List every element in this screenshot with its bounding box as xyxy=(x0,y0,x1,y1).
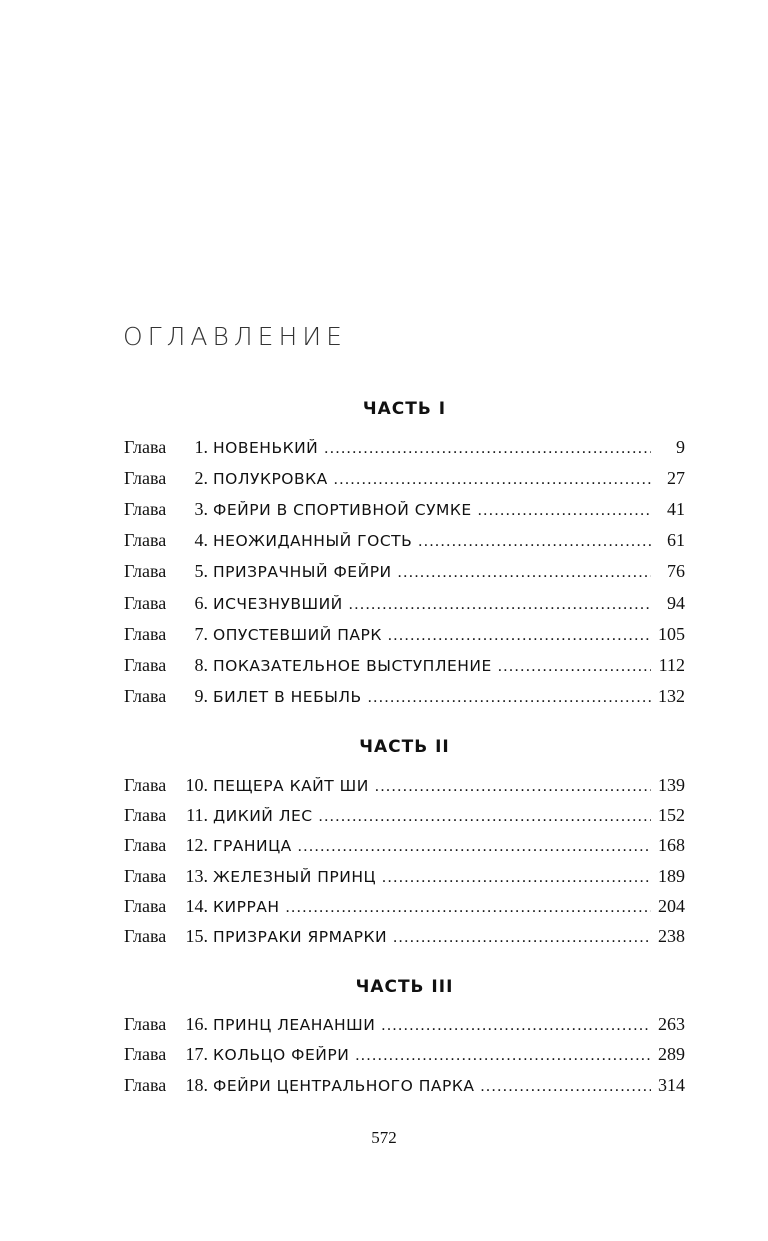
chapter-title: ПОЛУКРОВКА xyxy=(213,470,328,488)
dot-leader xyxy=(381,1017,651,1035)
chapter-word: Глава xyxy=(124,805,167,825)
folio-page-number: 572 xyxy=(371,1128,397,1147)
chapter-word: Глава xyxy=(124,655,167,675)
dot-leader xyxy=(298,838,651,856)
toc-entry[interactable] xyxy=(124,1075,685,1099)
page-number: 204 xyxy=(658,896,685,916)
chapter-title: ОПУСТЕВШИЙ ПАРК xyxy=(213,626,382,644)
toc-entry[interactable] xyxy=(124,686,685,710)
chapter-title: ПОКАЗАТЕЛЬНОЕ ВЫСТУПЛЕНИЕ xyxy=(213,657,492,675)
page-number: 189 xyxy=(658,866,685,886)
chapter-title: ЖЕЛЕЗНЫЙ ПРИНЦ xyxy=(213,868,377,886)
dot-leader xyxy=(368,689,651,707)
chapter-number: 9. xyxy=(194,686,208,706)
toc-entry[interactable] xyxy=(124,1044,685,1068)
page-number: 168 xyxy=(658,835,685,855)
toc-entry[interactable] xyxy=(124,437,685,461)
chapter-number: 14. xyxy=(185,896,208,916)
chapter-title: ПРИЗРАЧНЫЙ ФЕЙРИ xyxy=(213,563,392,581)
chapter-word: Глава xyxy=(124,593,167,613)
page-number: 139 xyxy=(658,775,685,795)
part-heading-2: ЧАСТЬ II xyxy=(359,737,450,757)
chapter-number: 8. xyxy=(194,655,208,675)
toc-entry[interactable] xyxy=(124,530,685,554)
chapter-title: КИРРАН xyxy=(213,898,280,916)
chapter-word: Глава xyxy=(124,530,167,550)
chapter-title: БИЛЕТ В НЕБЫЛЬ xyxy=(213,688,362,706)
dot-leader xyxy=(398,564,651,582)
chapter-title: НЕОЖИДАННЫЙ ГОСТЬ xyxy=(213,532,413,550)
page-number: 152 xyxy=(658,805,685,825)
dot-leader xyxy=(393,929,651,947)
page-number: 41 xyxy=(667,499,685,519)
dot-leader xyxy=(286,899,651,917)
chapter-number: 2. xyxy=(194,468,208,488)
page-number: 238 xyxy=(658,926,685,946)
dot-leader xyxy=(480,1078,651,1096)
chapter-number: 3. xyxy=(194,499,208,519)
dot-leader xyxy=(382,869,651,887)
chapter-word: Глава xyxy=(124,624,167,644)
page-number: 132 xyxy=(658,686,685,706)
dot-leader xyxy=(375,778,651,796)
toc-entry[interactable] xyxy=(124,896,685,920)
chapter-title: ДИКИЙ ЛЕС xyxy=(213,807,313,825)
chapter-word: Глава xyxy=(124,1075,167,1095)
chapter-number: 6. xyxy=(194,593,208,613)
chapter-word: Глава xyxy=(124,835,167,855)
dot-leader xyxy=(388,627,651,645)
page-number: 314 xyxy=(658,1075,685,1095)
chapter-number: 16. xyxy=(185,1014,208,1034)
dot-leader xyxy=(355,1047,651,1065)
chapter-word: Глава xyxy=(124,926,167,946)
chapter-title: КОЛЬЦО ФЕЙРИ xyxy=(213,1046,350,1064)
toc-entry[interactable] xyxy=(124,926,685,950)
toc-entry[interactable] xyxy=(124,655,685,679)
dot-leader xyxy=(324,440,651,458)
page-number: 289 xyxy=(658,1044,685,1064)
chapter-number: 13. xyxy=(185,866,208,886)
part-heading-1: ЧАСТЬ I xyxy=(362,399,447,419)
chapter-word: Глава xyxy=(124,1044,167,1064)
chapter-word: Глава xyxy=(124,499,167,519)
chapter-title: ФЕЙРИ ЦЕНТРАЛЬНОГО ПАРКА xyxy=(213,1077,475,1095)
chapter-title: ПЕЩЕРА КАЙТ ШИ xyxy=(213,777,369,795)
chapter-number: 7. xyxy=(194,624,208,644)
chapter-number: 18. xyxy=(185,1075,208,1095)
chapter-number: 5. xyxy=(194,561,208,581)
chapter-word: Глава xyxy=(124,437,167,457)
chapter-word: Глава xyxy=(124,775,167,795)
chapter-number: 10. xyxy=(185,775,208,795)
toc-entry[interactable] xyxy=(124,593,685,617)
toc-entry[interactable] xyxy=(124,499,685,523)
chapter-word: Глава xyxy=(124,468,167,488)
page-number: 263 xyxy=(658,1014,685,1034)
toc-entry[interactable] xyxy=(124,561,685,585)
chapter-number: 12. xyxy=(185,835,208,855)
chapter-title: ФЕЙРИ В СПОРТИВНОЙ СУМКЕ xyxy=(213,501,472,519)
chapter-title: ПРИЗРАКИ ЯРМАРКИ xyxy=(213,928,388,946)
chapter-word: Глава xyxy=(124,686,167,706)
chapter-number: 17. xyxy=(185,1044,208,1064)
toc-entry[interactable] xyxy=(124,835,685,859)
page-number: 112 xyxy=(658,655,685,675)
page-number: 9 xyxy=(676,437,685,457)
dot-leader xyxy=(334,471,651,489)
page-number: 76 xyxy=(667,561,685,581)
page-number: 94 xyxy=(667,593,685,613)
chapter-number: 15. xyxy=(185,926,208,946)
page-title: ОГЛАВЛЕНИЕ xyxy=(123,322,347,351)
dot-leader xyxy=(319,808,651,826)
toc-entry[interactable] xyxy=(124,468,685,492)
chapter-word: Глава xyxy=(124,866,167,886)
chapter-word: Глава xyxy=(124,896,167,916)
chapter-word: Глава xyxy=(124,561,167,581)
page-number: 61 xyxy=(667,530,685,550)
dot-leader xyxy=(498,658,651,676)
dot-leader xyxy=(418,533,651,551)
toc-entry[interactable] xyxy=(124,624,685,648)
toc-entry[interactable] xyxy=(124,775,685,799)
toc-entry[interactable] xyxy=(124,866,685,890)
chapter-title: ИСЧЕЗНУВШИЙ xyxy=(213,595,343,613)
page-number: 27 xyxy=(667,468,685,488)
chapter-number: 1. xyxy=(194,437,208,457)
dot-leader xyxy=(349,596,651,614)
page-number: 105 xyxy=(658,624,685,644)
toc-entry[interactable] xyxy=(124,805,685,829)
chapter-title: ПРИНЦ ЛЕАНАНШИ xyxy=(213,1016,376,1034)
toc-entry[interactable] xyxy=(124,1014,685,1038)
part-heading-3: ЧАСТЬ III xyxy=(355,977,454,997)
chapter-number: 4. xyxy=(194,530,208,550)
chapter-number: 11. xyxy=(186,805,208,825)
chapter-title: НОВЕНЬКИЙ xyxy=(213,439,319,457)
dot-leader xyxy=(478,502,651,520)
chapter-title: ГРАНИЦА xyxy=(213,837,292,855)
chapter-word: Глава xyxy=(124,1014,167,1034)
